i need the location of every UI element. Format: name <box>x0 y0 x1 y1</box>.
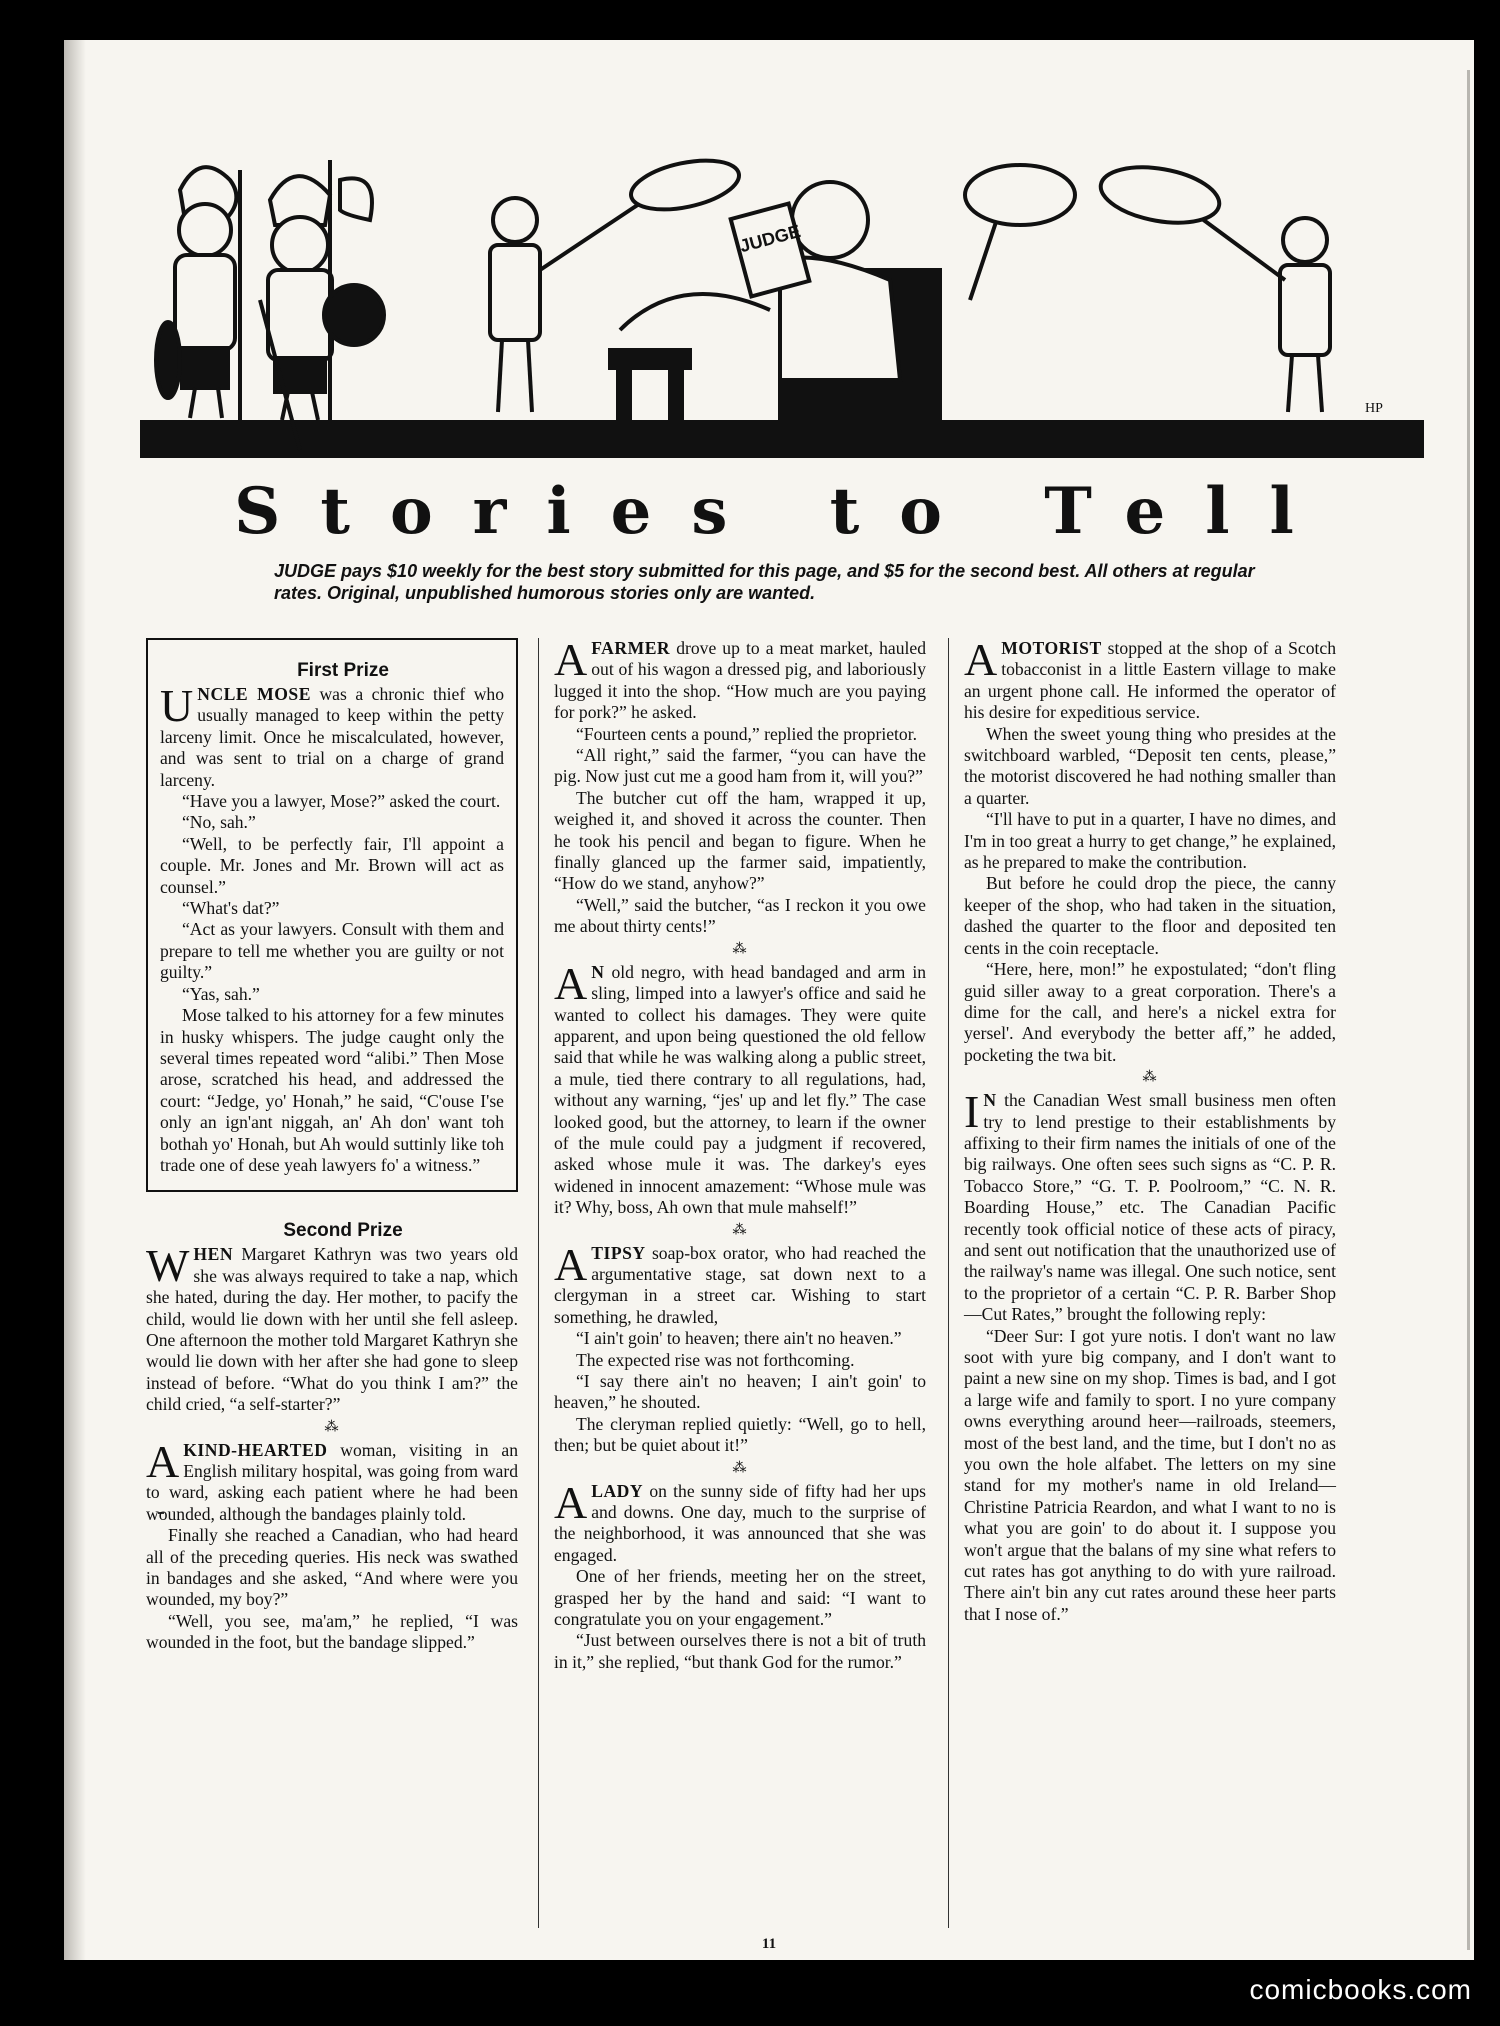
story-paragraph: One of her friends, meeting her on the street, grasped her by the hand and said: “I want to congratulate you on your engagement.” <box>554 1566 926 1630</box>
story-paragraph: “Have you a lawyer, Mose?” asked the court. <box>182 791 501 812</box>
story-paragraph: When the sweet young thing who presides at the switchboard warbled, “Deposit ten cents, please,” the motorist discovered he had nothing smaller than a quarter. <box>964 723 1336 808</box>
orator-story <box>554 1238 926 1457</box>
drop-cap: U <box>160 680 194 731</box>
column-rule <box>948 638 949 1928</box>
feather-fan-center <box>965 165 1075 300</box>
contest-intro: JUDGE pays $10 weekly for the best story submitted for this page, and $5 for the second best. All others at regular rates. Original, unpublished humorous stories only are wanted. <box>274 561 1255 603</box>
story-paragraph: The expected rise was not forthcoming. <box>576 1349 855 1370</box>
first-prize-heading: First Prize <box>297 660 389 681</box>
story-paragraph: A N old negro, with head bandaged and arm in sling, limped into a lawyer's office and said he wanted to collect his damages. They were quite apparent, and upon being questioned the old fellow said that while he was walking along a public street, a mule, tied there contrary to all regulations, had, without any warning, “jes' up and let fly.” The case looked good, but the attorney, to learn if the owner of the mule could pay a judgment if recovered, asked whose mule it was. The darkey's eyes widened in innocent amazement: “Whose mule was it? Why, boss, Ah own that mule mahself!” <box>554 957 926 1218</box>
story-paragraph: “Act as your lawyers. Consult with them and prepare to tell me whether you are guilty or not guilty.” <box>160 919 504 983</box>
story-paragraph: WHEN Margaret Kathryn was two years old she was always required to take a nap, which she hated, during the day. Her mother, to pacify the child, would lie down with her until she fell asleep. One afternoon the mother told Margaret Kathryn she would lie down with her after she had gone to sleep instead of before. “What do you think I am?” the child cried, “a self-starter?” <box>146 1240 518 1415</box>
story-paragraph: “No, sah.” <box>182 812 256 833</box>
canadian-story <box>964 1086 1336 1625</box>
story-paragraph: Mose talked to his attorney for a few minutes in husky whispers. The judge caught only the several times repeated word “alibi.” Then Mose arose, scratched his head, and addressed the court: “Jedge, yo' Honah,” he said, “C'ouse I'se only an ign'ant niggah, an' Ah don' want toh bothah yo' Honah, but Ah would suttinly like toh trade one of dese yeah lawyers fo' a witness.” <box>160 1005 504 1175</box>
lead-words: TIPSY <box>591 1242 646 1263</box>
story-separator: ⁂ <box>732 941 748 957</box>
soldier-figure-left <box>156 167 240 420</box>
artist-initials: HP <box>1365 401 1383 416</box>
story-paragraph: A LADY on the sunny side of fifty had her ups and downs. One day, much to the surprise of the neighborhood, it was announced that she was engaged. <box>554 1476 926 1565</box>
spine-shadow <box>64 40 86 1960</box>
magazine-label: JUDGE <box>737 220 803 257</box>
story-paragraph: The butcher cut off the ham, wrapped it up, weighed it, and shoved it across the counter. Then he took his pencil and began to figure. When he finally glanced up the farmer said, impatiently, “How do we stand, anyhow?” <box>554 787 926 894</box>
story-paragraph: But before he could drop the piece, the canny keeper of the shop, who had taken in the situation, dashed the quarter to the floor and deposited ten cents in the coin receptacle. <box>964 873 1336 958</box>
page-edge <box>1467 70 1470 1950</box>
drop-cap: W <box>146 1240 190 1292</box>
story-paragraph: “Fourteen cents a pound,” replied the proprietor. <box>576 723 918 744</box>
header-illustration <box>140 150 1424 458</box>
story-paragraph: UNCLE MOSE was a chronic thief who usually managed to keep within the petty larceny limit. Once he miscalculated, however, and was sent to trial on a charge of grand larceny. <box>160 680 504 790</box>
story-paragraph: “I'll have to put in a quarter, I have no dimes, and I'm in too great a hurry to get change,” he explained, as he prepared to make the contribution. <box>964 809 1336 873</box>
story-paragraph: “Well, to be perfectly fair, I'll appoint a couple. Mr. Jones and Mr. Brown will act as counsel.” <box>160 833 504 897</box>
story-paragraph: A TIPSY soap-box orator, who had reached the argumentative stage, sat down next to a clergyman in a street car. Wishing to start something, he drawled, <box>554 1238 926 1327</box>
story-paragraph: “I ain't goin' to heaven; there ain't no heaven.” <box>576 1328 902 1349</box>
story-paragraph: “Here, here, mon!” he expostulated; “don't fling guid siller away to a great corporation. There's a dime for the call, and here's a nickel extra for yersel'. And everybody the better aff,” he added, pocketing the twa bit. <box>964 959 1336 1065</box>
story-paragraph: “Just between ourselves there is not a bit of truth in it,” she replied, “but thank God for the rumor.” <box>554 1630 926 1672</box>
motorist-story <box>964 634 1336 1066</box>
story-separator: ⁂ <box>1142 1070 1158 1086</box>
drop-cap: A <box>554 1476 588 1528</box>
drop-cap: A <box>964 634 998 685</box>
lead-words: LADY <box>591 1480 644 1501</box>
first-prize-story <box>160 680 504 1176</box>
column-2 <box>554 634 926 1673</box>
column-1 <box>146 638 518 1654</box>
farmer-story <box>554 634 926 938</box>
story-separator: ⁂ <box>732 1460 748 1476</box>
column-rule <box>538 638 539 1928</box>
story-paragraph: “Deer Sur: I got yure notis. I don't want no law soot with yure big company, and I don't want to paint a new sine on my shop. Times is bad, and I got a large wife and family to sport. I no yure company owns everything around heer—railroads, steemers, most of the best land, and the time, but I don't no as you own the hole alfabet. The letters on my sine stand for my mother's name in old Ireland—Christine Patricia Reardon, and what I want to no is what you are goin' to do about it. I suppose you won't argue that the balans of my sine what refers to cut rates has got anything to do with yure railroad. There ain't bin any cut rates around these heer parts that I nose of.” <box>964 1325 1336 1624</box>
hospital-story <box>146 1435 518 1654</box>
drop-cap: A <box>146 1435 180 1487</box>
second-prize-story <box>146 1240 518 1415</box>
lead-words: NCLE MOSE <box>197 684 311 704</box>
servant-figure-right <box>1096 159 1330 412</box>
story-paragraph: “Well, you see, ma'am,” he replied, “I was wounded in the foot, but the bandage slipped.” <box>146 1610 518 1653</box>
lead-words: KIND-HEARTED <box>183 1439 328 1460</box>
drop-cap: I <box>964 1086 980 1138</box>
magazine-page <box>64 40 1474 1960</box>
story-paragraph: A KIND-HEARTED woman, visiting in an English military hospital, was going from ward to ward, asking each patient where he had been wounded, although the bandages plainly told. <box>146 1435 518 1524</box>
lady-story <box>554 1476 926 1674</box>
story-paragraph: “What's dat?” <box>182 898 280 919</box>
page-number: 11 <box>761 1936 777 1952</box>
story-paragraph: “Well,” said the butcher, “as I reckon it you owe me about thirty cents!” <box>554 894 926 937</box>
lead-words: FARMER <box>591 638 671 658</box>
drop-cap: A <box>554 634 588 685</box>
story-paragraph: A FARMER drove up to a meat market, hauled out of his wagon a dressed pig, and laboriously lugged it into the shop. “How much are you paying for pork?” he asked. <box>554 634 926 723</box>
story-paragraph: A MOTORIST stopped at the shop of a Scotch tobacconist in a little Eastern village to make an urgent phone call. He informed the operator of his desire for expeditious service. <box>964 634 1336 723</box>
story-separator: ⁂ <box>324 1419 340 1435</box>
story-paragraph: “I say there ain't no heaven; I ain't goin' to heaven,” he shouted. <box>554 1371 926 1413</box>
mule-story <box>554 957 926 1219</box>
soldier-figure-right <box>260 160 384 450</box>
lead-words: N <box>591 961 605 982</box>
second-prize-heading: Second Prize <box>283 1220 403 1242</box>
lead-words: N <box>983 1090 997 1111</box>
drop-cap: A <box>554 957 588 1009</box>
footstool <box>610 350 690 418</box>
first-prize-box <box>146 638 518 1192</box>
lead-words: MOTORIST <box>1001 638 1102 658</box>
ground-bar <box>140 420 1424 458</box>
lead-words: HEN <box>193 1244 234 1265</box>
page-title: Stories to Tell <box>234 474 1334 549</box>
column-3 <box>964 634 1336 1625</box>
story-paragraph: “All right,” said the farmer, “you can have the pig. Now just cut me a good ham from it, will you?” <box>554 745 926 787</box>
story-paragraph: “Yas, sah.” <box>182 983 260 1004</box>
story-paragraph: The cleryman replied quietly: “Well, go to hell, then; but be quiet about it!” <box>554 1413 926 1456</box>
story-paragraph: I N the Canadian West small business men often try to lend prestige to their establishments by affixing to their firm names the initials of one of the big railways. One often sees such signs as “C. P. R. Tobacco Store,” “G. T. P. Poolroom,” “C. N. R. Boarding House,” etc. The Canadian Pacific recently took official notice of these acts of piracy, and sent out notification that the unauthorized use of the railway's name was illegal. One such notice, sent to the proprietor of a certain “C. P. R. Barber Shop—Cut Rates,” brought the following reply: <box>964 1086 1336 1325</box>
drop-cap: A <box>554 1238 588 1290</box>
story-separator: ⁂ <box>732 1222 748 1238</box>
site-watermark: comicbooks.com <box>1249 1974 1472 2005</box>
story-paragraph: Finally she reached a Canadian, who had heard all of the preceding queries. His neck was swathed in bandages and she asked, “And where were you wounded, my boy?” <box>146 1525 518 1610</box>
